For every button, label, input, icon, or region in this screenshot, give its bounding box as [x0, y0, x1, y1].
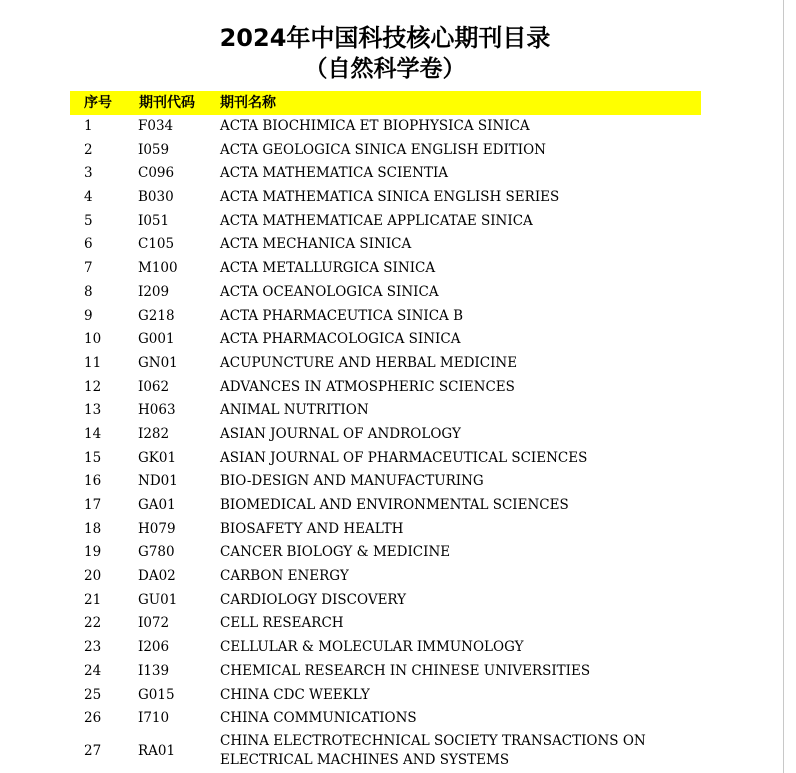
journal-name: ASIAN JOURNAL OF ANDROLOGY [220, 425, 461, 442]
table-row [70, 376, 701, 400]
table-header [70, 91, 701, 115]
table-row [70, 447, 701, 471]
journal-name: ACTA GEOLOGICA SINICA ENGLISH EDITION [220, 141, 546, 158]
journal-name: ACTA MECHANICA SINICA [220, 236, 412, 253]
journal-code: I282 [138, 425, 170, 442]
row-number: 7 [84, 260, 93, 277]
row-number: 13 [84, 402, 102, 419]
journal-name: ACUPUNCTURE AND HERBAL MEDICINE [220, 354, 518, 371]
journal-name: ACTA MATHEMATICA SINICA ENGLISH SERIES [220, 189, 560, 206]
row-number: 17 [84, 497, 102, 513]
journal-name: ASIAN JOURNAL OF PHARMACEUTICAL SCIENCES [220, 449, 588, 466]
table-row [70, 162, 701, 186]
table-row [70, 707, 701, 731]
journal-name: ACTA PHARMACOLOGICA SINICA [220, 331, 461, 348]
table-row [70, 589, 701, 613]
journal-code: C105 [138, 236, 175, 253]
journal-code: B030 [138, 189, 174, 206]
journal-code: H079 [138, 520, 176, 537]
row-number: 10 [84, 331, 102, 348]
journal-code: I072 [138, 615, 170, 632]
row-number: 15 [84, 449, 102, 466]
journal-name: CANCER BIOLOGY & MEDICINE [220, 544, 451, 561]
header-code: 期刊代码 [139, 95, 195, 111]
table-row [70, 139, 701, 163]
table-row [70, 636, 701, 660]
table-body [70, 115, 701, 771]
journal-name: ACTA METALLURGICA SINICA [220, 260, 436, 277]
journal-code: C096 [138, 165, 175, 182]
row-number: 2 [84, 141, 93, 158]
journal-name: CELLULAR & MOLECULAR IMMUNOLOGY [220, 639, 524, 656]
journal-code: GN01 [138, 354, 178, 371]
row-number: 1 [84, 118, 93, 134]
header-no: 序号 [84, 95, 112, 111]
journal-code: I062 [138, 378, 170, 395]
table-row [70, 494, 701, 518]
page-edge-divider [783, 0, 784, 773]
journal-code: DA02 [138, 568, 176, 585]
header-name: 期刊名称 [220, 95, 276, 111]
journal-code: RA01 [138, 742, 176, 759]
row-number: 11 [84, 354, 102, 371]
row-number: 27 [84, 742, 102, 759]
journal-name: BIOSAFETY AND HEALTH [220, 520, 404, 537]
row-number: 8 [84, 283, 93, 300]
table-row [70, 423, 701, 447]
journal-name: ACTA BIOCHIMICA ET BIOPHYSICA SINICA [220, 118, 530, 134]
journal-name: CHINA COMMUNICATIONS [220, 710, 417, 727]
journal-code: F034 [138, 118, 174, 134]
row-number: 5 [84, 212, 93, 229]
table-row [70, 565, 701, 589]
journal-name: ADVANCES IN ATMOSPHERIC SCIENCES [220, 378, 515, 395]
page-subtitle: （自然科学卷） [304, 56, 466, 82]
journal-name: BIO-DESIGN AND MANUFACTURING [220, 473, 484, 490]
row-number: 23 [84, 639, 102, 656]
row-number: 19 [84, 544, 102, 561]
row-number: 14 [84, 425, 102, 442]
table-row [70, 305, 701, 329]
journal-name: CARBON ENERGY [220, 568, 349, 585]
journal-name: CHINA ELECTROTECHNICAL SOCIETY TRANSACTIONS ON ELECTRICAL MACHINES AND SYSTEMS [220, 732, 646, 768]
journal-name: CHINA CDC WEEKLY [220, 686, 370, 703]
journal-name: BIOMEDICAL AND ENVIRONMENTAL SCIENCES [220, 497, 569, 513]
journal-code: GK01 [138, 449, 177, 466]
journal-name: CARDIOLOGY DISCOVERY [220, 591, 407, 608]
journal-name: ACTA OCEANOLOGICA SINICA [220, 283, 439, 300]
table-row [70, 281, 701, 305]
table-row [70, 115, 701, 139]
journal-code: I051 [138, 212, 170, 229]
journal-table [70, 91, 701, 771]
journal-code: I710 [138, 710, 170, 727]
journal-code: I206 [138, 639, 170, 656]
table-row [70, 684, 701, 708]
journal-code: M100 [138, 260, 178, 277]
row-number: 26 [84, 710, 102, 727]
table-row [70, 186, 701, 210]
table-row [70, 257, 701, 281]
table-row [70, 352, 701, 376]
row-number: 24 [84, 662, 102, 679]
journal-name: ACTA MATHEMATICAE APPLICATAE SINICA [220, 212, 533, 229]
row-number: 21 [84, 591, 102, 608]
row-number: 25 [84, 686, 102, 703]
table-row [70, 328, 701, 352]
journal-name: CHEMICAL RESEARCH IN CHINESE UNIVERSITIES [220, 662, 591, 679]
journal-code: I059 [138, 141, 170, 158]
journal-code: G001 [138, 331, 175, 348]
table-row [70, 731, 701, 771]
title-block [0, 22, 770, 84]
row-number: 18 [84, 520, 102, 537]
journal-code: GA01 [138, 497, 176, 513]
table-row [70, 210, 701, 234]
page-title: 2024年中国科技核心期刊目录 [219, 24, 551, 52]
row-number: 9 [84, 307, 93, 324]
journal-name: ACTA PHARMACEUTICA SINICA B [220, 307, 464, 324]
journal-name: ANIMAL NUTRITION [220, 402, 369, 419]
journal-code: ND01 [138, 473, 178, 490]
row-number: 4 [84, 189, 93, 206]
row-number: 12 [84, 378, 102, 395]
row-number: 3 [84, 165, 93, 182]
journal-code: GU01 [138, 591, 178, 608]
journal-code: G015 [138, 686, 175, 703]
journal-code: I209 [138, 283, 170, 300]
table-row [70, 612, 701, 636]
table-row [70, 541, 701, 565]
row-number: 6 [84, 236, 93, 253]
table-row [70, 660, 701, 684]
row-number: 20 [84, 568, 102, 585]
journal-code: G218 [138, 307, 175, 324]
journal-code: G780 [138, 544, 175, 561]
table-row [70, 399, 701, 423]
table-row [70, 233, 701, 257]
journal-code: I139 [138, 662, 170, 679]
table-row [70, 518, 701, 542]
table-row [70, 470, 701, 494]
journal-name: ACTA MATHEMATICA SCIENTIA [220, 165, 449, 182]
journal-name: CELL RESEARCH [220, 615, 344, 632]
row-number: 16 [84, 473, 102, 490]
row-number: 22 [84, 615, 102, 632]
journal-code: H063 [138, 402, 176, 419]
